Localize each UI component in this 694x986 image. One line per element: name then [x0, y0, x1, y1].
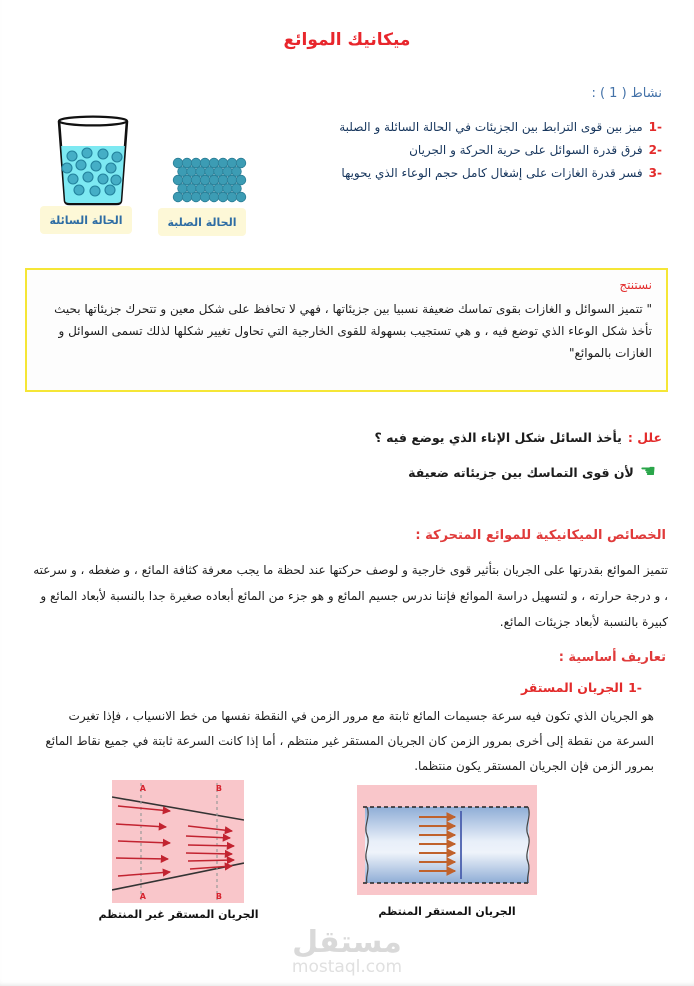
properties-heading: الخصائص الميكانيكية للموائع المتحركة : [415, 528, 666, 543]
flow-diagram-nonuniform [112, 780, 244, 903]
reasoning-line [375, 430, 663, 445]
activity-item [217, 116, 662, 139]
definition-title-text: الجريان المستقر [520, 680, 624, 695]
page-title: ميكانيك الموائع [283, 30, 411, 50]
definition-number: 1- [628, 680, 642, 695]
activity-item [217, 139, 662, 162]
pointing-hand-icon: ☚ [639, 461, 656, 482]
conclusion-heading: نستنتج [619, 278, 652, 292]
definition-item-title [521, 680, 642, 695]
activity-item-text: فرق قدرة السوائل على حرية الحركة و الجريان [409, 143, 643, 157]
activity-heading: نشاط ( 1 ) : [591, 86, 662, 101]
conclusion-box [25, 268, 668, 392]
flow-label-b-bottom: B [215, 892, 222, 901]
flow-label-a-top: A [139, 784, 146, 793]
diagram-caption-right: الجريان المستقر المنتظم [378, 905, 516, 918]
liquid-state-label: الحالة السائلة [40, 206, 132, 234]
activity-item-text: فسر قدرة الغازات على إشغال كامل حجم الوعاء الذي يحويها [341, 166, 643, 180]
activity-item-number: 1- [648, 120, 662, 134]
beaker-liquid-illustration [54, 115, 132, 207]
flow-diagram-uniform [357, 785, 537, 895]
activity-item [217, 162, 662, 185]
flow-label-b-top: B [215, 784, 222, 793]
reasoning-answer-text: لأن قوى التماسك بين جزيئاته ضعيفة [408, 464, 634, 480]
flow-label-a-bottom: A [139, 892, 146, 901]
watermark [0, 925, 694, 977]
reasoning-answer-line [408, 463, 656, 481]
watermark-name: مستقل [292, 925, 402, 960]
solid-molecules-illustration [172, 157, 248, 203]
activity-item-number: 3- [648, 166, 662, 180]
activity-list [217, 116, 662, 185]
reasoning-label: علل : [627, 430, 662, 445]
reasoning-question: يأخذ السائل شكل الإناء الذي يوضع فيه ؟ [374, 430, 622, 445]
definitions-heading: تعاريف أساسية : [558, 650, 666, 665]
activity-item-number: 2- [648, 143, 662, 157]
activity-item-text: ميز بين قوى الترابط بين الجزيئات في الحالة السائلة و الصلبة [339, 120, 643, 134]
solid-state-label: الحالة الصلبة [158, 208, 246, 236]
conclusion-text: " تتميز السوائل و الغازات بقوى تماسك ضعيفة نسبيا بين جزيئاتها ، فهي لا تحافظ على شكل معين و تتحرك جزيئاتها بحيث تأخذ شكل الوعاء الذي توضع فيه ، و هي تستجيب بسهولة للقوى الخارجية التي تحاول تغيير شكلها لذلك تسمى السوائل و الغازات بالموائع" [54, 302, 652, 360]
definition-paragraph: هو الجريان الذي تكون فيه سرعة جسيمات المائع ثابتة مع مرور الزمن في النقطة نفسها من خط الانسياب ، فإذا تغيرت السرعة من نقطة إلى أخرى بمرور الزمن كان الجريان المستقر غير منتظم ، أما إذا كانت السرعة ثابتة في جميع نقاط المائع بمرور الزمن فإن الجريان المستقر يكون منتظما. [45, 709, 654, 773]
properties-paragraph: تتميز الموائع بقدرتها على الجريان بتأثير قوى خارجية و لوصف حركتها عند لحظة ما يجب معرفة كثافة المائع ، و ضغطه ، و سرعته ، و درجة حرارته ، و لتسهيل دراسة الموائع فإننا ندرس جسيم المائع و هو جزء من المائع أبعاده صغيرة جدا بالنسبة لأبعاد المائع و كبيرة بالنسبة لأبعاد جزيئات المائع. [33, 563, 668, 629]
watermark-domain: mostaql.com [291, 957, 403, 977]
diagram-caption-left: الجريان المستقر غير المنتظم [98, 908, 259, 921]
